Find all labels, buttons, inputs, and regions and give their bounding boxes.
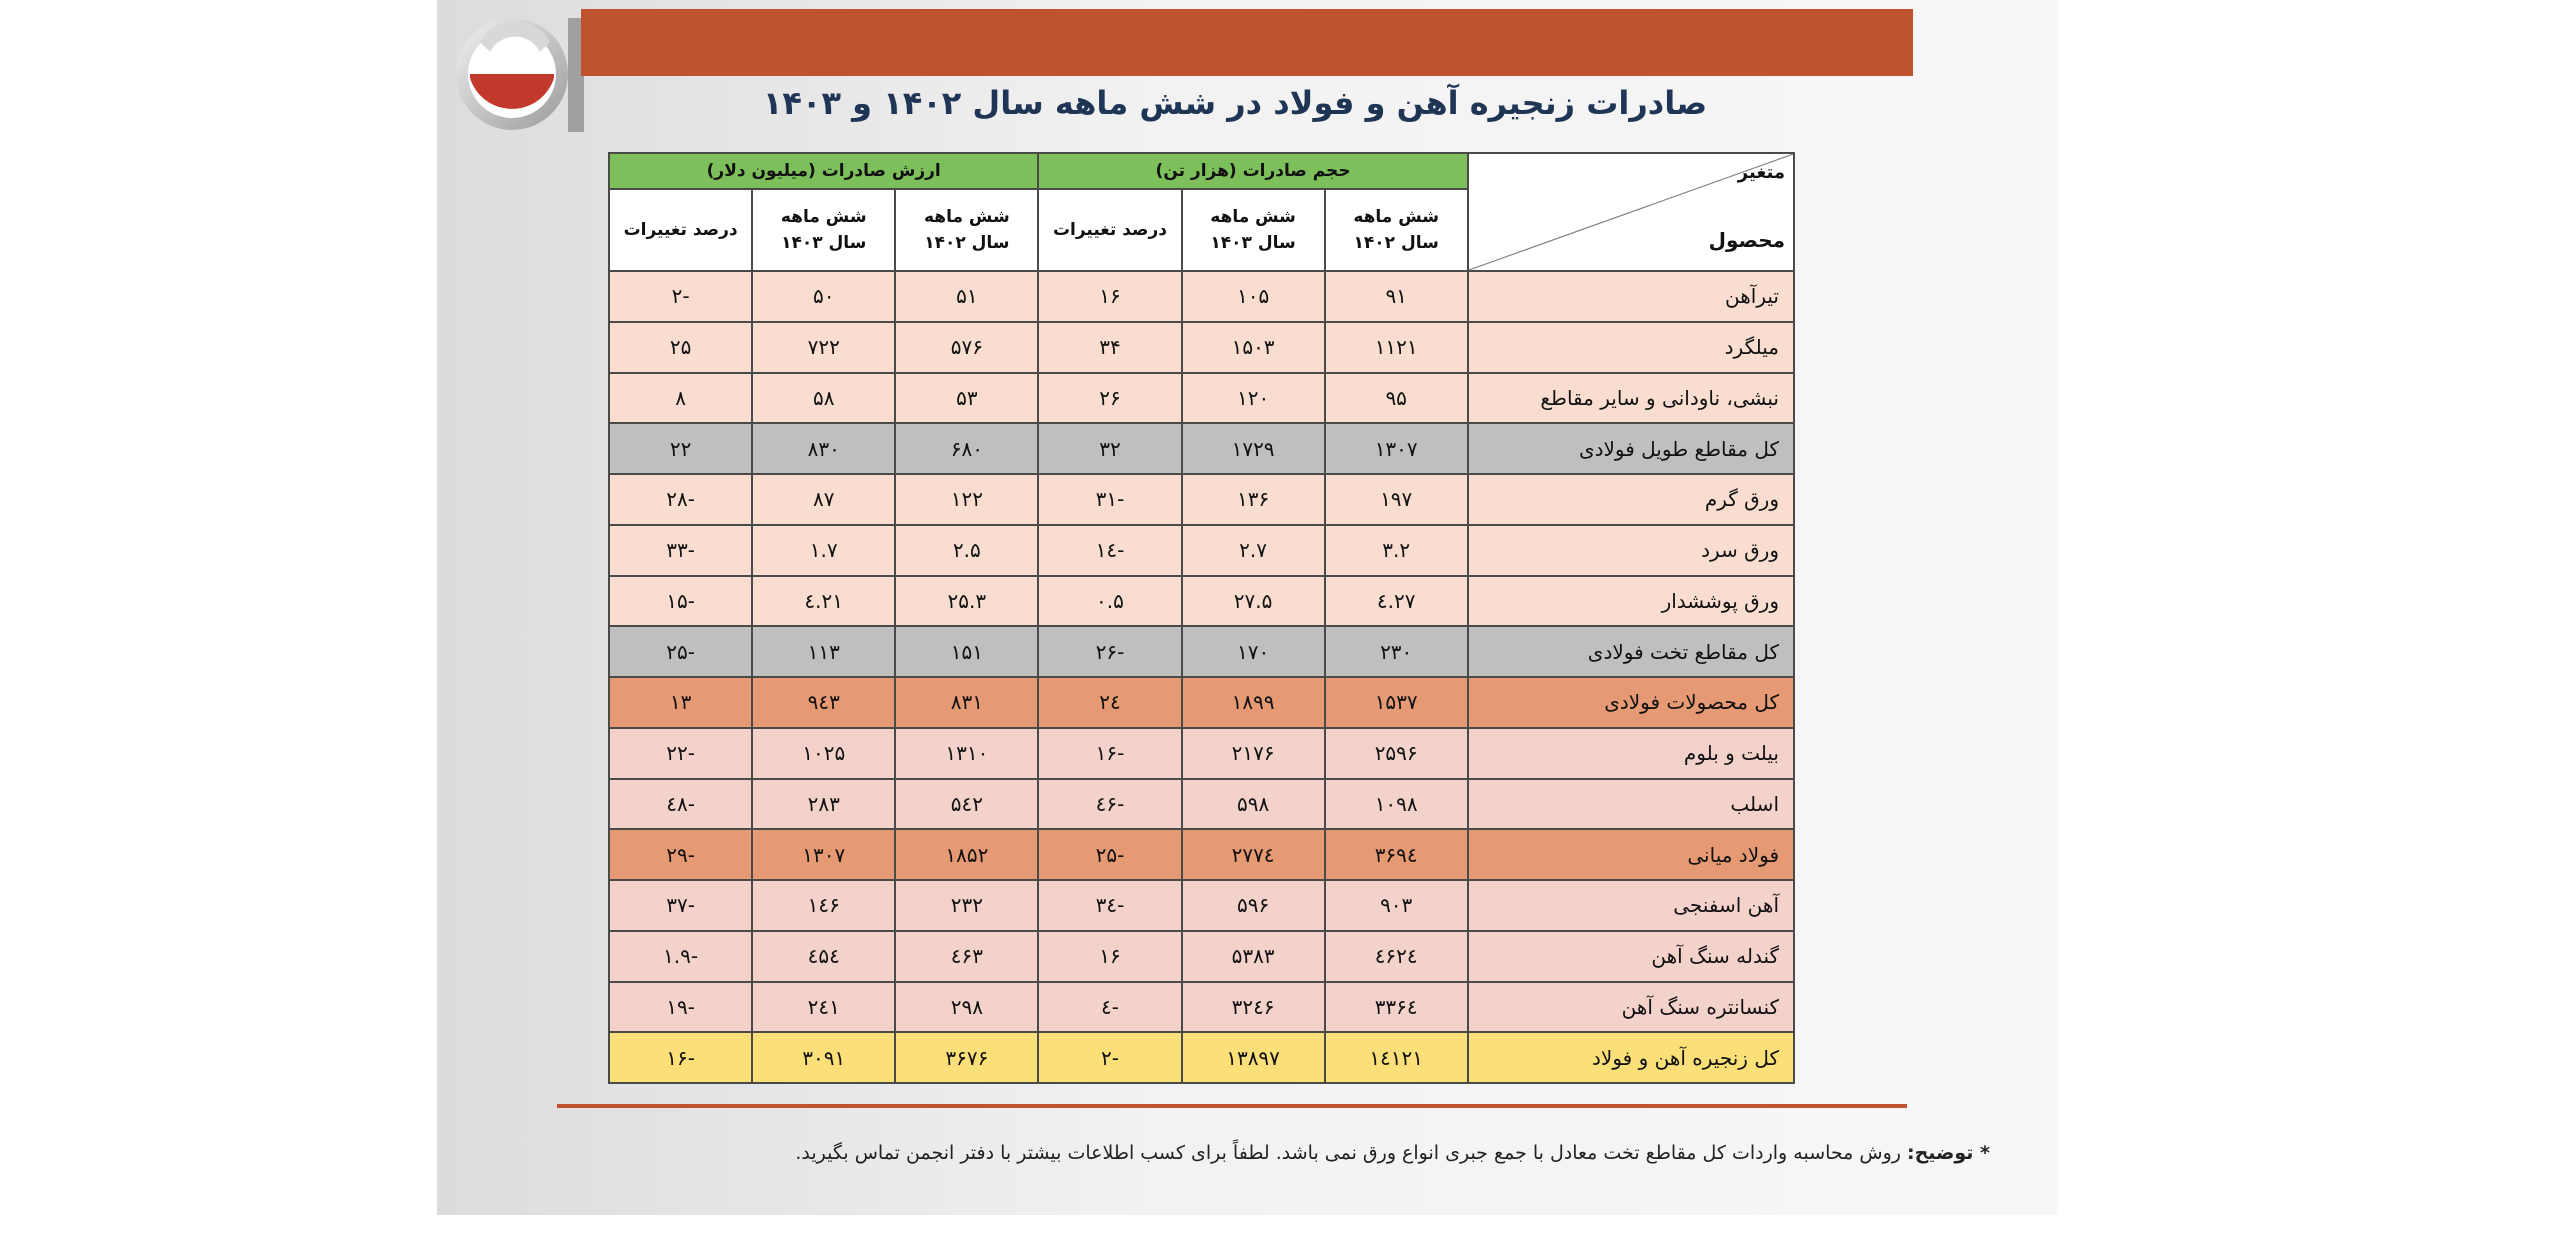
vol-change-cell: -۲ <box>1038 1032 1181 1083</box>
table-row <box>609 982 1794 1033</box>
val-1403-cell: ٤۵٤ <box>752 931 895 982</box>
association-logo <box>450 12 585 134</box>
vol-change-cell: -۳٤ <box>1038 880 1181 931</box>
val-1402-cell: ۶۸۰ <box>895 423 1038 474</box>
vol-1403-cell: ۱۲۰ <box>1182 373 1325 424</box>
vol-change-cell: -٤۶ <box>1038 779 1181 830</box>
vol-1403-cell: ۵۹۶ <box>1182 880 1325 931</box>
header-accent-bar <box>581 9 1913 76</box>
val-change-cell: ۸ <box>609 373 752 424</box>
footer-divider <box>557 1104 1907 1108</box>
val-1403-cell: ۲۱.٤ <box>752 576 895 627</box>
vol-1402-cell: ۳۶۹٤ <box>1325 829 1468 880</box>
vol-change-cell: -۱۶ <box>1038 728 1181 779</box>
vol-1403-cell: ۲۷.۵ <box>1182 576 1325 627</box>
col-volume-change: درصد تغییرات <box>1038 189 1181 271</box>
col-value-1402: شش ماهه سال ۱۴۰۲ <box>895 189 1038 271</box>
table-row <box>609 373 1794 424</box>
val-change-cell: -۳۷ <box>609 880 752 931</box>
corner-header-cell <box>1468 153 1794 271</box>
val-change-cell: ۲۵ <box>609 322 752 373</box>
vol-1402-cell: ۹۰۳ <box>1325 880 1468 931</box>
vol-1402-cell: ۲۳۰ <box>1325 626 1468 677</box>
table-row <box>609 576 1794 627</box>
vol-1403-cell: ۲۱۷۶ <box>1182 728 1325 779</box>
product-name-cell: کل محصولات فولادی <box>1468 677 1794 728</box>
footnote-text: روش محاسبه واردات کل مقاطع تخت معادل با جمع جبری انواع ورق نمی باشد. لطفاً برای کسب اطلاعات بیشتر با دفتر انجمن تماس بگیرید. <box>795 1142 1901 1164</box>
val-1402-cell: ۲۵.۳ <box>895 576 1038 627</box>
product-name-cell: کنسانتره سنگ آهن <box>1468 982 1794 1033</box>
val-change-cell: -۲۸ <box>609 474 752 525</box>
footnote <box>540 1142 1990 1164</box>
vol-change-cell: -۲۶ <box>1038 626 1181 677</box>
vol-1402-cell: ۳۳۶٤ <box>1325 982 1468 1033</box>
val-change-cell: -۲۹ <box>609 829 752 880</box>
vol-1402-cell: ۲۵۹۶ <box>1325 728 1468 779</box>
product-name-cell: ورق سرد <box>1468 525 1794 576</box>
product-name-cell: تیرآهن <box>1468 271 1794 322</box>
vol-change-cell: ۳۲ <box>1038 423 1181 474</box>
table-row <box>609 880 1794 931</box>
val-1403-cell: ۸۳۰ <box>752 423 895 474</box>
val-1402-cell: ۸۳۱ <box>895 677 1038 728</box>
val-1403-cell: ۸۷ <box>752 474 895 525</box>
vol-1402-cell: ۱۳۰۷ <box>1325 423 1468 474</box>
product-name-cell: بیلت و بلوم <box>1468 728 1794 779</box>
table-row <box>609 728 1794 779</box>
vol-change-cell: ۲٤ <box>1038 677 1181 728</box>
val-1402-cell: ۵۳ <box>895 373 1038 424</box>
val-change-cell: -۲ <box>609 271 752 322</box>
val-1403-cell: ۱۰۲۵ <box>752 728 895 779</box>
product-name-cell: کل مقاطع تخت فولادی <box>1468 626 1794 677</box>
val-1403-cell: ۷۲۲ <box>752 322 895 373</box>
table-row <box>609 626 1794 677</box>
vol-1403-cell: ۳۲٤۶ <box>1182 982 1325 1033</box>
col-value-1403: شش ماهه سال ۱۴۰۳ <box>752 189 895 271</box>
val-1402-cell: ۲.۵ <box>895 525 1038 576</box>
vol-1403-cell: ۵۹۸ <box>1182 779 1325 830</box>
vol-change-cell: ۰.۵ <box>1038 576 1181 627</box>
val-1403-cell: ۱٤۶ <box>752 880 895 931</box>
val-1402-cell: ۳۶۷۶ <box>895 1032 1038 1083</box>
vol-1402-cell: ۹۱ <box>1325 271 1468 322</box>
vol-1403-cell: ۱۵۰۳ <box>1182 322 1325 373</box>
val-1402-cell: ٤۶۳ <box>895 931 1038 982</box>
value-group-header: ارزش صادرات (میلیون دلار) <box>609 153 1038 189</box>
vol-change-cell: ۳۴ <box>1038 322 1181 373</box>
val-1402-cell: ۱۳۱۰ <box>895 728 1038 779</box>
corner-product-label: محصول <box>1708 228 1785 252</box>
table-row <box>609 322 1794 373</box>
val-1403-cell: ۲٤۱ <box>752 982 895 1033</box>
val-change-cell: -٤۸ <box>609 779 752 830</box>
val-change-cell: -۲۲ <box>609 728 752 779</box>
vol-1403-cell: ۱۷۰ <box>1182 626 1325 677</box>
vol-1403-cell: ۱۷۲۹ <box>1182 423 1325 474</box>
vol-change-cell: ۱۶ <box>1038 271 1181 322</box>
col-value-change: درصد تغییرات <box>609 189 752 271</box>
val-1402-cell: ۵٤۲ <box>895 779 1038 830</box>
vol-1402-cell: ۱۱۲۱ <box>1325 322 1468 373</box>
val-change-cell: ۱۳ <box>609 677 752 728</box>
vol-1402-cell: ۱۹۷ <box>1325 474 1468 525</box>
val-1403-cell: ۵۰ <box>752 271 895 322</box>
val-1402-cell: ۱۵۱ <box>895 626 1038 677</box>
vol-1403-cell: ۵۳۸۳ <box>1182 931 1325 982</box>
val-change-cell: -۲۵ <box>609 626 752 677</box>
vol-change-cell: -٤ <box>1038 982 1181 1033</box>
vol-1402-cell: ۳.۲ <box>1325 525 1468 576</box>
val-1403-cell: ۲۸۳ <box>752 779 895 830</box>
vol-change-cell: -۳۱ <box>1038 474 1181 525</box>
product-name-cell: ورق گرم <box>1468 474 1794 525</box>
vol-change-cell: ۲۶ <box>1038 373 1181 424</box>
val-1403-cell: ۹٤۳ <box>752 677 895 728</box>
col-volume-1402: شش ماهه سال ۱۴۰۲ <box>1325 189 1468 271</box>
table-row <box>609 829 1794 880</box>
val-change-cell: -۱۵ <box>609 576 752 627</box>
vol-1403-cell: ۲۷۷٤ <box>1182 829 1325 880</box>
val-1402-cell: ۲۹۸ <box>895 982 1038 1033</box>
val-1403-cell: ۳۰۹۱ <box>752 1032 895 1083</box>
vol-change-cell: ۱۶ <box>1038 931 1181 982</box>
product-name-cell: ورق پوششدار <box>1468 576 1794 627</box>
product-name-cell: کل مقاطع طویل فولادی <box>1468 423 1794 474</box>
product-name-cell: کل زنجیره آهن و فولاد <box>1468 1032 1794 1083</box>
product-name-cell: نبشی، ناودانی و سایر مقاطع <box>1468 373 1794 424</box>
val-1402-cell: ۲۳۲ <box>895 880 1038 931</box>
val-1403-cell: ۱۳۰۷ <box>752 829 895 880</box>
product-name-cell: میلگرد <box>1468 322 1794 373</box>
footnote-label: * توضیح: <box>1906 1142 1990 1164</box>
exports-table <box>608 152 1795 1084</box>
val-1402-cell: ۱۲۲ <box>895 474 1038 525</box>
vol-1403-cell: ۱۳۶ <box>1182 474 1325 525</box>
vol-1402-cell: ۱٤۱۲۱ <box>1325 1032 1468 1083</box>
product-name-cell: آهن اسفنجی <box>1468 880 1794 931</box>
val-change-cell: -۳۳ <box>609 525 752 576</box>
val-change-cell: -۱۶ <box>609 1032 752 1083</box>
vol-1402-cell: ۱۰۹۸ <box>1325 779 1468 830</box>
table-row <box>609 525 1794 576</box>
vol-change-cell: -۱٤ <box>1038 525 1181 576</box>
product-name-cell: فولاد میانی <box>1468 829 1794 880</box>
val-1403-cell: ۱.۷ <box>752 525 895 576</box>
volume-group-header: حجم صادرات (هزار تن) <box>1038 153 1467 189</box>
corner-variable-label: متغیر <box>1737 162 1785 183</box>
table-row <box>609 474 1794 525</box>
val-1402-cell: ۵۷۶ <box>895 322 1038 373</box>
val-change-cell: ۲۲ <box>609 423 752 474</box>
val-change-cell: -۱.۹ <box>609 931 752 982</box>
vol-1403-cell: ۲.۷ <box>1182 525 1325 576</box>
product-name-cell: گندله سنگ آهن <box>1468 931 1794 982</box>
vol-1402-cell: ۹۵ <box>1325 373 1468 424</box>
table-row <box>609 677 1794 728</box>
vol-1402-cell: ۲۷.٤ <box>1325 576 1468 627</box>
val-change-cell: -۱۹ <box>609 982 752 1033</box>
product-name-cell: اسلب <box>1468 779 1794 830</box>
table-row <box>609 779 1794 830</box>
col-volume-1403: شش ماهه سال ۱۴۰۳ <box>1182 189 1325 271</box>
val-1402-cell: ۱۸۵۲ <box>895 829 1038 880</box>
val-1402-cell: ۵۱ <box>895 271 1038 322</box>
table-row <box>609 423 1794 474</box>
val-1403-cell: ۱۱۳ <box>752 626 895 677</box>
vol-change-cell: -۲۵ <box>1038 829 1181 880</box>
val-1403-cell: ۵۸ <box>752 373 895 424</box>
vol-1402-cell: ٤۶۲٤ <box>1325 931 1468 982</box>
vol-1403-cell: ۱۰۵ <box>1182 271 1325 322</box>
vol-1403-cell: ۱۸۹۹ <box>1182 677 1325 728</box>
table-row <box>609 1032 1794 1083</box>
table-row <box>609 271 1794 322</box>
vol-1403-cell: ۱۳۸۹۷ <box>1182 1032 1325 1083</box>
table-row <box>609 931 1794 982</box>
vol-1402-cell: ۱۵۳۷ <box>1325 677 1468 728</box>
page-title: صادرات زنجیره آهن و فولاد در شش ماهه سال ۱۴۰۲ و ۱۴۰۳ <box>762 84 1708 122</box>
